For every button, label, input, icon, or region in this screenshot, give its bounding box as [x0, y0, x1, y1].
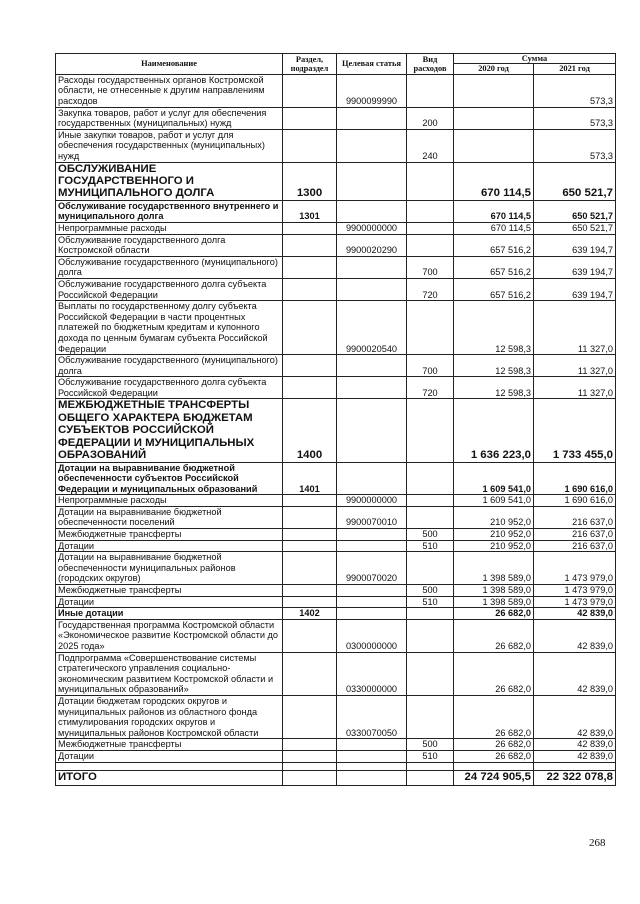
cell-section: 1301 [283, 200, 337, 222]
cell-2021: 216 637,0 [534, 540, 616, 552]
cell-section [283, 506, 337, 528]
cell-type [407, 652, 454, 695]
cell-2020: 26 682,0 [454, 619, 534, 652]
cell-target: 9900020540 [337, 301, 407, 355]
cell-2020: 210 952,0 [454, 540, 534, 552]
cell-name: Дотации бюджетам городских округов и муниципальных районов из областного фонда стимулирования городских округов и муниципальных районов Костромской области [56, 695, 283, 738]
header-section: Раздел, подраздел [283, 54, 337, 75]
cell-2021: 1 473 979,0 [534, 552, 616, 585]
cell-section [283, 234, 337, 256]
cell-section: 1401 [283, 462, 337, 495]
table-row [56, 256, 616, 278]
cell-2020: 26 682,0 [454, 750, 534, 762]
cell-section [283, 540, 337, 552]
cell-type [407, 462, 454, 495]
cell-2020: 26 682,0 [454, 695, 534, 738]
cell-type: 500 [407, 585, 454, 597]
cell-2020: 26 682,0 [454, 608, 534, 620]
cell-2020 [454, 129, 534, 162]
cell-type [407, 200, 454, 222]
cell-type: 500 [407, 529, 454, 541]
budget-table [55, 53, 616, 786]
cell-type [407, 222, 454, 234]
table-row [56, 540, 616, 552]
cell-name: Дотации [56, 750, 283, 762]
cell-name: Обслуживание государственного долга субъекта Российской Федерации [56, 377, 283, 399]
cell-2021: 1 473 979,0 [534, 596, 616, 608]
cell-section [283, 222, 337, 234]
cell-target [337, 596, 407, 608]
cell-type: 720 [407, 278, 454, 300]
cell-name: Подпрограмма «Совершенствование системы стратегического управления социально-экономическим развитием Костромской области и муниципальных образований» [56, 652, 283, 695]
cell-section: 1402 [283, 608, 337, 620]
cell-name: Иные дотации [56, 608, 283, 620]
cell-2021: 639 194,7 [534, 256, 616, 278]
cell-2020: 210 952,0 [454, 529, 534, 541]
cell-name: Межбюджетные трансферты [56, 529, 283, 541]
cell-2020: 670 114,5 [454, 222, 534, 234]
cell-type: 510 [407, 596, 454, 608]
cell-type [407, 234, 454, 256]
cell-2021: 42 839,0 [534, 739, 616, 751]
cell-2020: 26 682,0 [454, 739, 534, 751]
header-target: Целевая статья [337, 54, 407, 75]
cell-2020: 1 398 589,0 [454, 552, 534, 585]
cell-name: Обслуживание государственного долга субъекта Российской Федерации [56, 278, 283, 300]
cell-type [407, 301, 454, 355]
cell-type [407, 552, 454, 585]
table-row [56, 585, 616, 597]
table-row [56, 608, 616, 620]
cell-name: Обслуживание государственного долга Костромской области [56, 234, 283, 256]
cell-name: Дотации на выравнивание бюджетной обеспеченности субъектов Российской Федерации и муниципальных образований [56, 462, 283, 495]
cell-target [337, 529, 407, 541]
cell-name: Межбюджетные трансферты [56, 585, 283, 597]
cell-2020 [454, 107, 534, 129]
cell-section [283, 129, 337, 162]
cell-name: Государственная программа Костромской области «Экономическое развитие Костромской области до 2025 года» [56, 619, 283, 652]
table-row [56, 529, 616, 541]
cell-type [407, 495, 454, 507]
cell-target [337, 129, 407, 162]
cell-section [283, 256, 337, 278]
cell-2021: 11 327,0 [534, 301, 616, 355]
cell-2020: 26 682,0 [454, 652, 534, 695]
table-row [56, 506, 616, 528]
cell-2021: 42 839,0 [534, 619, 616, 652]
cell-type [407, 506, 454, 528]
cell-name: Дотации на выравнивание бюджетной обеспеченности муниципальных районов (городских округов) [56, 552, 283, 585]
cell-type: 240 [407, 129, 454, 162]
cell-2021: 573,3 [534, 107, 616, 129]
cell-section [283, 529, 337, 541]
cell-section [283, 695, 337, 738]
cell-name: Непрограммные расходы [56, 495, 283, 507]
table-row [56, 162, 616, 200]
cell-target [337, 739, 407, 751]
cell-name: Непрограммные расходы [56, 222, 283, 234]
cell-2021: 639 194,7 [534, 278, 616, 300]
cell-name: Дотации [56, 540, 283, 552]
cell-type [407, 399, 454, 462]
cell-2021: 42 839,0 [534, 608, 616, 620]
table-row [56, 74, 616, 107]
cell-type [407, 162, 454, 200]
cell-section [283, 596, 337, 608]
cell-2021: 650 521,7 [534, 200, 616, 222]
table-row [56, 462, 616, 495]
cell-type [407, 608, 454, 620]
cell-2021: 1 690 616,0 [534, 462, 616, 495]
cell-target [337, 399, 407, 462]
cell-2020: 12 598,3 [454, 301, 534, 355]
cell-2021: 42 839,0 [534, 695, 616, 738]
cell-type [407, 619, 454, 652]
cell-target: 0300000000 [337, 619, 407, 652]
cell-target [337, 278, 407, 300]
cell-2021: 216 637,0 [534, 529, 616, 541]
table-row [56, 377, 616, 399]
cell-name: Расходы государственных органов Костромской области, не отнесенные к другим направлениям расходов [56, 74, 283, 107]
header-type: Вид расходов [407, 54, 454, 75]
cell-section [283, 619, 337, 652]
cell-section [283, 652, 337, 695]
cell-section [283, 585, 337, 597]
cell-2020: 1 636 223,0 [454, 399, 534, 462]
cell-2020: 670 114,5 [454, 162, 534, 200]
table-row [56, 495, 616, 507]
cell-target: 9900070010 [337, 506, 407, 528]
cell-type [407, 74, 454, 107]
table-row [56, 107, 616, 129]
table-row [56, 399, 616, 462]
cell-target [337, 200, 407, 222]
table-row [56, 222, 616, 234]
cell-target: 9900020290 [337, 234, 407, 256]
cell-name: Выплаты по государственному долгу субъекта Российской Федерации в части процентных платежей по бюджетным кредитам и купонного дохода по ценным бумагам субъекта Российской Федерации [56, 301, 283, 355]
cell-section [283, 739, 337, 751]
cell-2020: 657 516,2 [454, 234, 534, 256]
cell-name: Обслуживание государственного (муниципального) долга [56, 355, 283, 377]
cell-section [283, 107, 337, 129]
cell-target: 0330070050 [337, 695, 407, 738]
cell-name: Закупка товаров, работ и услуг для обеспечения государственных (муниципальных) нужд [56, 107, 283, 129]
cell-section: 1400 [283, 399, 337, 462]
table-row [56, 129, 616, 162]
cell-target: 9900070020 [337, 552, 407, 585]
cell-name: ОБСЛУЖИВАНИЕ ГОСУДАРСТВЕННОГО И МУНИЦИПАЛЬНОГО ДОЛГА [56, 162, 283, 200]
cell-section [283, 552, 337, 585]
cell-target: 9900000000 [337, 222, 407, 234]
cell-type [407, 695, 454, 738]
cell-2021: 11 327,0 [534, 355, 616, 377]
cell-2020: 12 598,3 [454, 377, 534, 399]
table-body [56, 74, 616, 762]
cell-type: 700 [407, 355, 454, 377]
header-year-2020: 2020 год [454, 64, 534, 74]
cell-2021: 650 521,7 [534, 222, 616, 234]
total-label: ИТОГО [56, 770, 283, 785]
cell-name: Иные закупки товаров, работ и услуг для обеспечения государственных (муниципальных) нужд [56, 129, 283, 162]
cell-2021: 1 733 455,0 [534, 399, 616, 462]
table-row [56, 596, 616, 608]
cell-2021: 1 473 979,0 [534, 585, 616, 597]
cell-section [283, 377, 337, 399]
table-row [56, 552, 616, 585]
cell-name: Обслуживание государственного (муниципального) долга [56, 256, 283, 278]
cell-section: 1300 [283, 162, 337, 200]
cell-2021: 42 839,0 [534, 652, 616, 695]
page-number: 268 [589, 837, 606, 849]
table-row [56, 739, 616, 751]
cell-2020: 1 609 541,0 [454, 495, 534, 507]
cell-2020: 1 609 541,0 [454, 462, 534, 495]
cell-type: 720 [407, 377, 454, 399]
cell-2020: 1 398 589,0 [454, 596, 534, 608]
cell-target: 0330000000 [337, 652, 407, 695]
cell-2020: 657 516,2 [454, 256, 534, 278]
cell-target [337, 355, 407, 377]
cell-target [337, 162, 407, 200]
cell-2021: 573,3 [534, 129, 616, 162]
cell-target [337, 377, 407, 399]
cell-target [337, 585, 407, 597]
cell-target [337, 462, 407, 495]
cell-target [337, 540, 407, 552]
header-sum: Сумма [454, 54, 616, 64]
table-row [56, 695, 616, 738]
cell-2021: 1 690 616,0 [534, 495, 616, 507]
cell-2020 [454, 74, 534, 107]
cell-section [283, 750, 337, 762]
cell-section [283, 355, 337, 377]
table-row [56, 278, 616, 300]
cell-name: Дотации на выравнивание бюджетной обеспеченности поселений [56, 506, 283, 528]
cell-type: 510 [407, 540, 454, 552]
table-row [56, 355, 616, 377]
total-row [56, 770, 616, 785]
table-row [56, 200, 616, 222]
cell-2020: 657 516,2 [454, 278, 534, 300]
cell-name: Дотации [56, 596, 283, 608]
cell-2021: 216 637,0 [534, 506, 616, 528]
table-row [56, 750, 616, 762]
header-year-2021: 2021 год [534, 64, 616, 74]
cell-section [283, 301, 337, 355]
cell-type: 510 [407, 750, 454, 762]
cell-2021: 573,3 [534, 74, 616, 107]
cell-type: 700 [407, 256, 454, 278]
cell-2021: 11 327,0 [534, 377, 616, 399]
cell-2020: 12 598,3 [454, 355, 534, 377]
cell-2020: 670 114,5 [454, 200, 534, 222]
cell-target [337, 256, 407, 278]
cell-type: 200 [407, 107, 454, 129]
table-row [56, 652, 616, 695]
cell-target: 9900099990 [337, 74, 407, 107]
cell-type: 500 [407, 739, 454, 751]
cell-2020: 1 398 589,0 [454, 585, 534, 597]
table-header-row [56, 54, 616, 64]
cell-target [337, 750, 407, 762]
cell-2020: 210 952,0 [454, 506, 534, 528]
cell-target [337, 107, 407, 129]
total-2020: 24 724 905,5 [454, 770, 534, 785]
cell-name: Межбюджетные трансферты [56, 739, 283, 751]
budget-document [55, 53, 615, 786]
cell-section [283, 278, 337, 300]
cell-name: МЕЖБЮДЖЕТНЫЕ ТРАНСФЕРТЫ ОБЩЕГО ХАРАКТЕРА БЮДЖЕТАМ СУБЪЕКТОВ РОССИЙСКОЙ ФЕДЕРАЦИИ И МУНИЦИПАЛЬНЫХ ОБРАЗОВАНИЙ [56, 399, 283, 462]
cell-target [337, 608, 407, 620]
cell-section [283, 495, 337, 507]
cell-2021: 639 194,7 [534, 234, 616, 256]
table-row [56, 619, 616, 652]
cell-2021: 42 839,0 [534, 750, 616, 762]
total-2021: 22 322 078,8 [534, 770, 616, 785]
cell-2021: 650 521,7 [534, 162, 616, 200]
table-row [56, 234, 616, 256]
cell-name: Обслуживание государственного внутреннего и муниципального долга [56, 200, 283, 222]
header-name: Наименование [56, 54, 283, 75]
cell-section [283, 74, 337, 107]
cell-target: 9900000000 [337, 495, 407, 507]
table-row [56, 301, 616, 355]
spacer-row [56, 762, 616, 770]
